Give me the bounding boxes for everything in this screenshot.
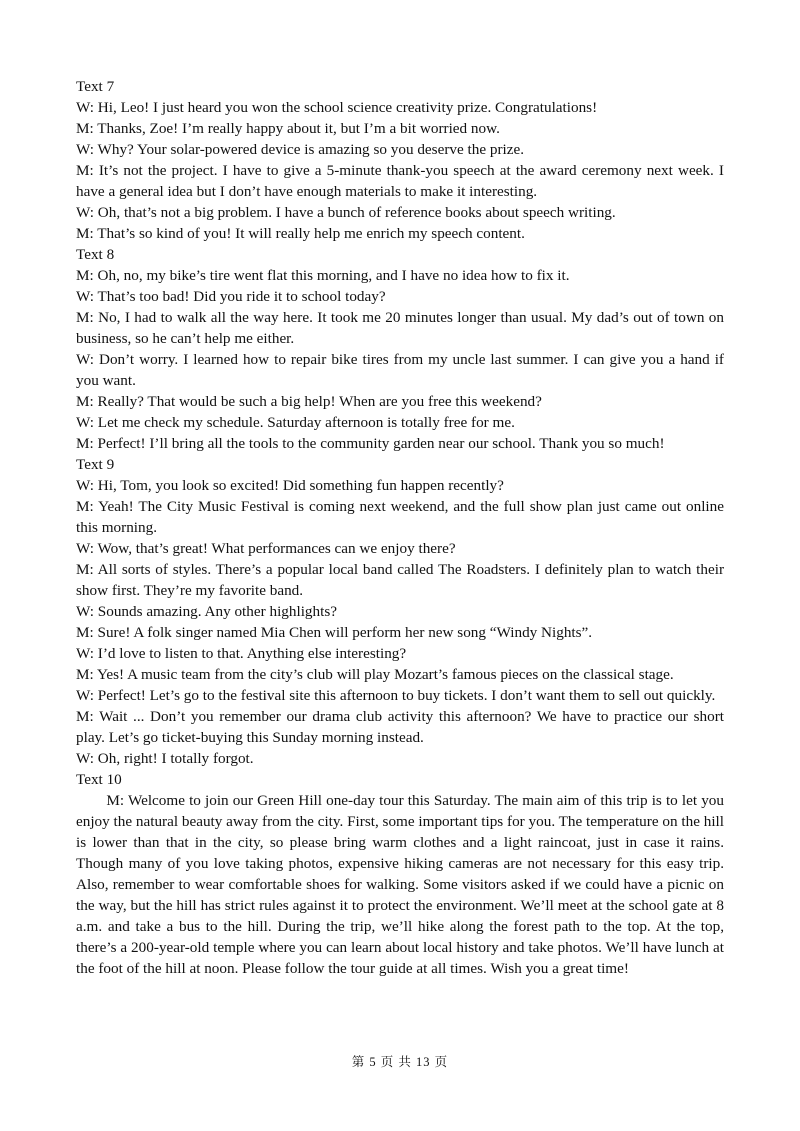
- dialogue-line: M: It’s not the project. I have to give a 5-minute thank-you speech at the award ceremony next week. I have a general idea but I don’t have enough materials to make it interesting.: [76, 162, 724, 200]
- section-title: Text 10: [76, 771, 122, 788]
- dialogue-line: M: All sorts of styles. There’s a popular local band called The Roadsters. I definitely plan to watch their show first. They’re my favorite band.: [76, 561, 724, 599]
- dialogue-line: W: I’d love to listen to that. Anything else interesting?: [76, 645, 407, 662]
- dialogue-line: M: Really? That would be such a big help! When are you free this weekend?: [76, 393, 542, 410]
- dialogue-line: M: Yeah! The City Music Festival is coming next weekend, and the full show plan just came out online this morning.: [76, 498, 724, 536]
- document-body: [76, 76, 724, 979]
- dialogue-line: M: No, I had to walk all the way here. It took me 20 minutes longer than usual. My dad’s out of town on business, so he can’t help me either.: [76, 309, 724, 347]
- dialogue-line: M: That’s so kind of you! It will really help me enrich my speech content.: [76, 225, 525, 242]
- dialogue-line: W: Hi, Tom, you look so excited! Did something fun happen recently?: [76, 477, 504, 494]
- dialogue-line: M: Yes! A music team from the city’s club will play Mozart’s famous pieces on the classical stage.: [76, 666, 674, 683]
- dialogue-line: M: Perfect! I’ll bring all the tools to the community garden near our school. Thank you so much!: [76, 435, 665, 452]
- section-text-9: [76, 454, 724, 769]
- dialogue-line: W: Oh, right! I totally forgot.: [76, 750, 254, 767]
- section-text-10: [76, 769, 724, 979]
- section-title: Text 7: [76, 78, 115, 95]
- dialogue-line: W: Don’t worry. I learned how to repair bike tires from my uncle last summer. I can give you a hand if you want.: [76, 351, 724, 389]
- dialogue-line: W: Oh, that’s not a big problem. I have a bunch of reference books about speech writing.: [76, 204, 616, 221]
- dialogue-line: W: Let me check my schedule. Saturday afternoon is totally free for me.: [76, 414, 515, 431]
- section-text-8: [76, 244, 724, 454]
- dialogue-line: M: Oh, no, my bike’s tire went flat this morning, and I have no idea how to fix it.: [76, 267, 570, 284]
- dialogue-line: W: Why? Your solar-powered device is amazing so you deserve the prize.: [76, 141, 525, 158]
- dialogue-line: W: Sounds amazing. Any other highlights?: [76, 603, 337, 620]
- page-number: 第 5 页 共 13 页: [351, 1055, 449, 1069]
- dialogue-line: M: Wait ... Don’t you remember our drama club activity this afternoon? We have to practice our short play. Let’s go ticket-buying this Sunday morning instead.: [76, 708, 724, 746]
- monologue-paragraph: M: Welcome to join our Green Hill one-day tour this Saturday. The main aim of this trip is to let you enjoy the natural beauty away from the city. First, some important tips for you. The temperature on the hill is lower than that in the city, so please bring warm clothes and a light raincoat, just in case it rains. Though many of you love taking photos, expensive hiking cameras are not necessary for this easy trip. Also, remember to wear comfortable shoes for walking. Some visitors asked if we could have a picnic on the way, but the hill has strict rules against it to protect the environment. We’ll meet at the school gate at 8 a.m. and take a bus to the hill. During the trip, we’ll hike along the forest path to the top. At the top, there’s a 200-year-old temple where you can learn about local history and take photos. We’ll have lunch at the foot of the hill at noon. Please follow the tour guide at all times. Wish you a great time!: [76, 792, 724, 977]
- dialogue-line: W: Wow, that’s great! What performances can we enjoy there?: [76, 540, 456, 557]
- section-title: Text 9: [76, 456, 115, 473]
- dialogue-line: M: Thanks, Zoe! I’m really happy about it, but I’m a bit worried now.: [76, 120, 500, 137]
- dialogue-line: W: Perfect! Let’s go to the festival site this afternoon to buy tickets. I don’t want them to sell out quickly.: [76, 687, 716, 704]
- dialogue-line: W: That’s too bad! Did you ride it to school today?: [76, 288, 386, 305]
- section-text-7: [76, 76, 724, 244]
- dialogue-line: W: Hi, Leo! I just heard you won the school science creativity prize. Congratulations!: [76, 99, 598, 116]
- section-title: Text 8: [76, 246, 115, 263]
- dialogue-line: M: Sure! A folk singer named Mia Chen will perform her new song “Windy Nights”.: [76, 624, 593, 641]
